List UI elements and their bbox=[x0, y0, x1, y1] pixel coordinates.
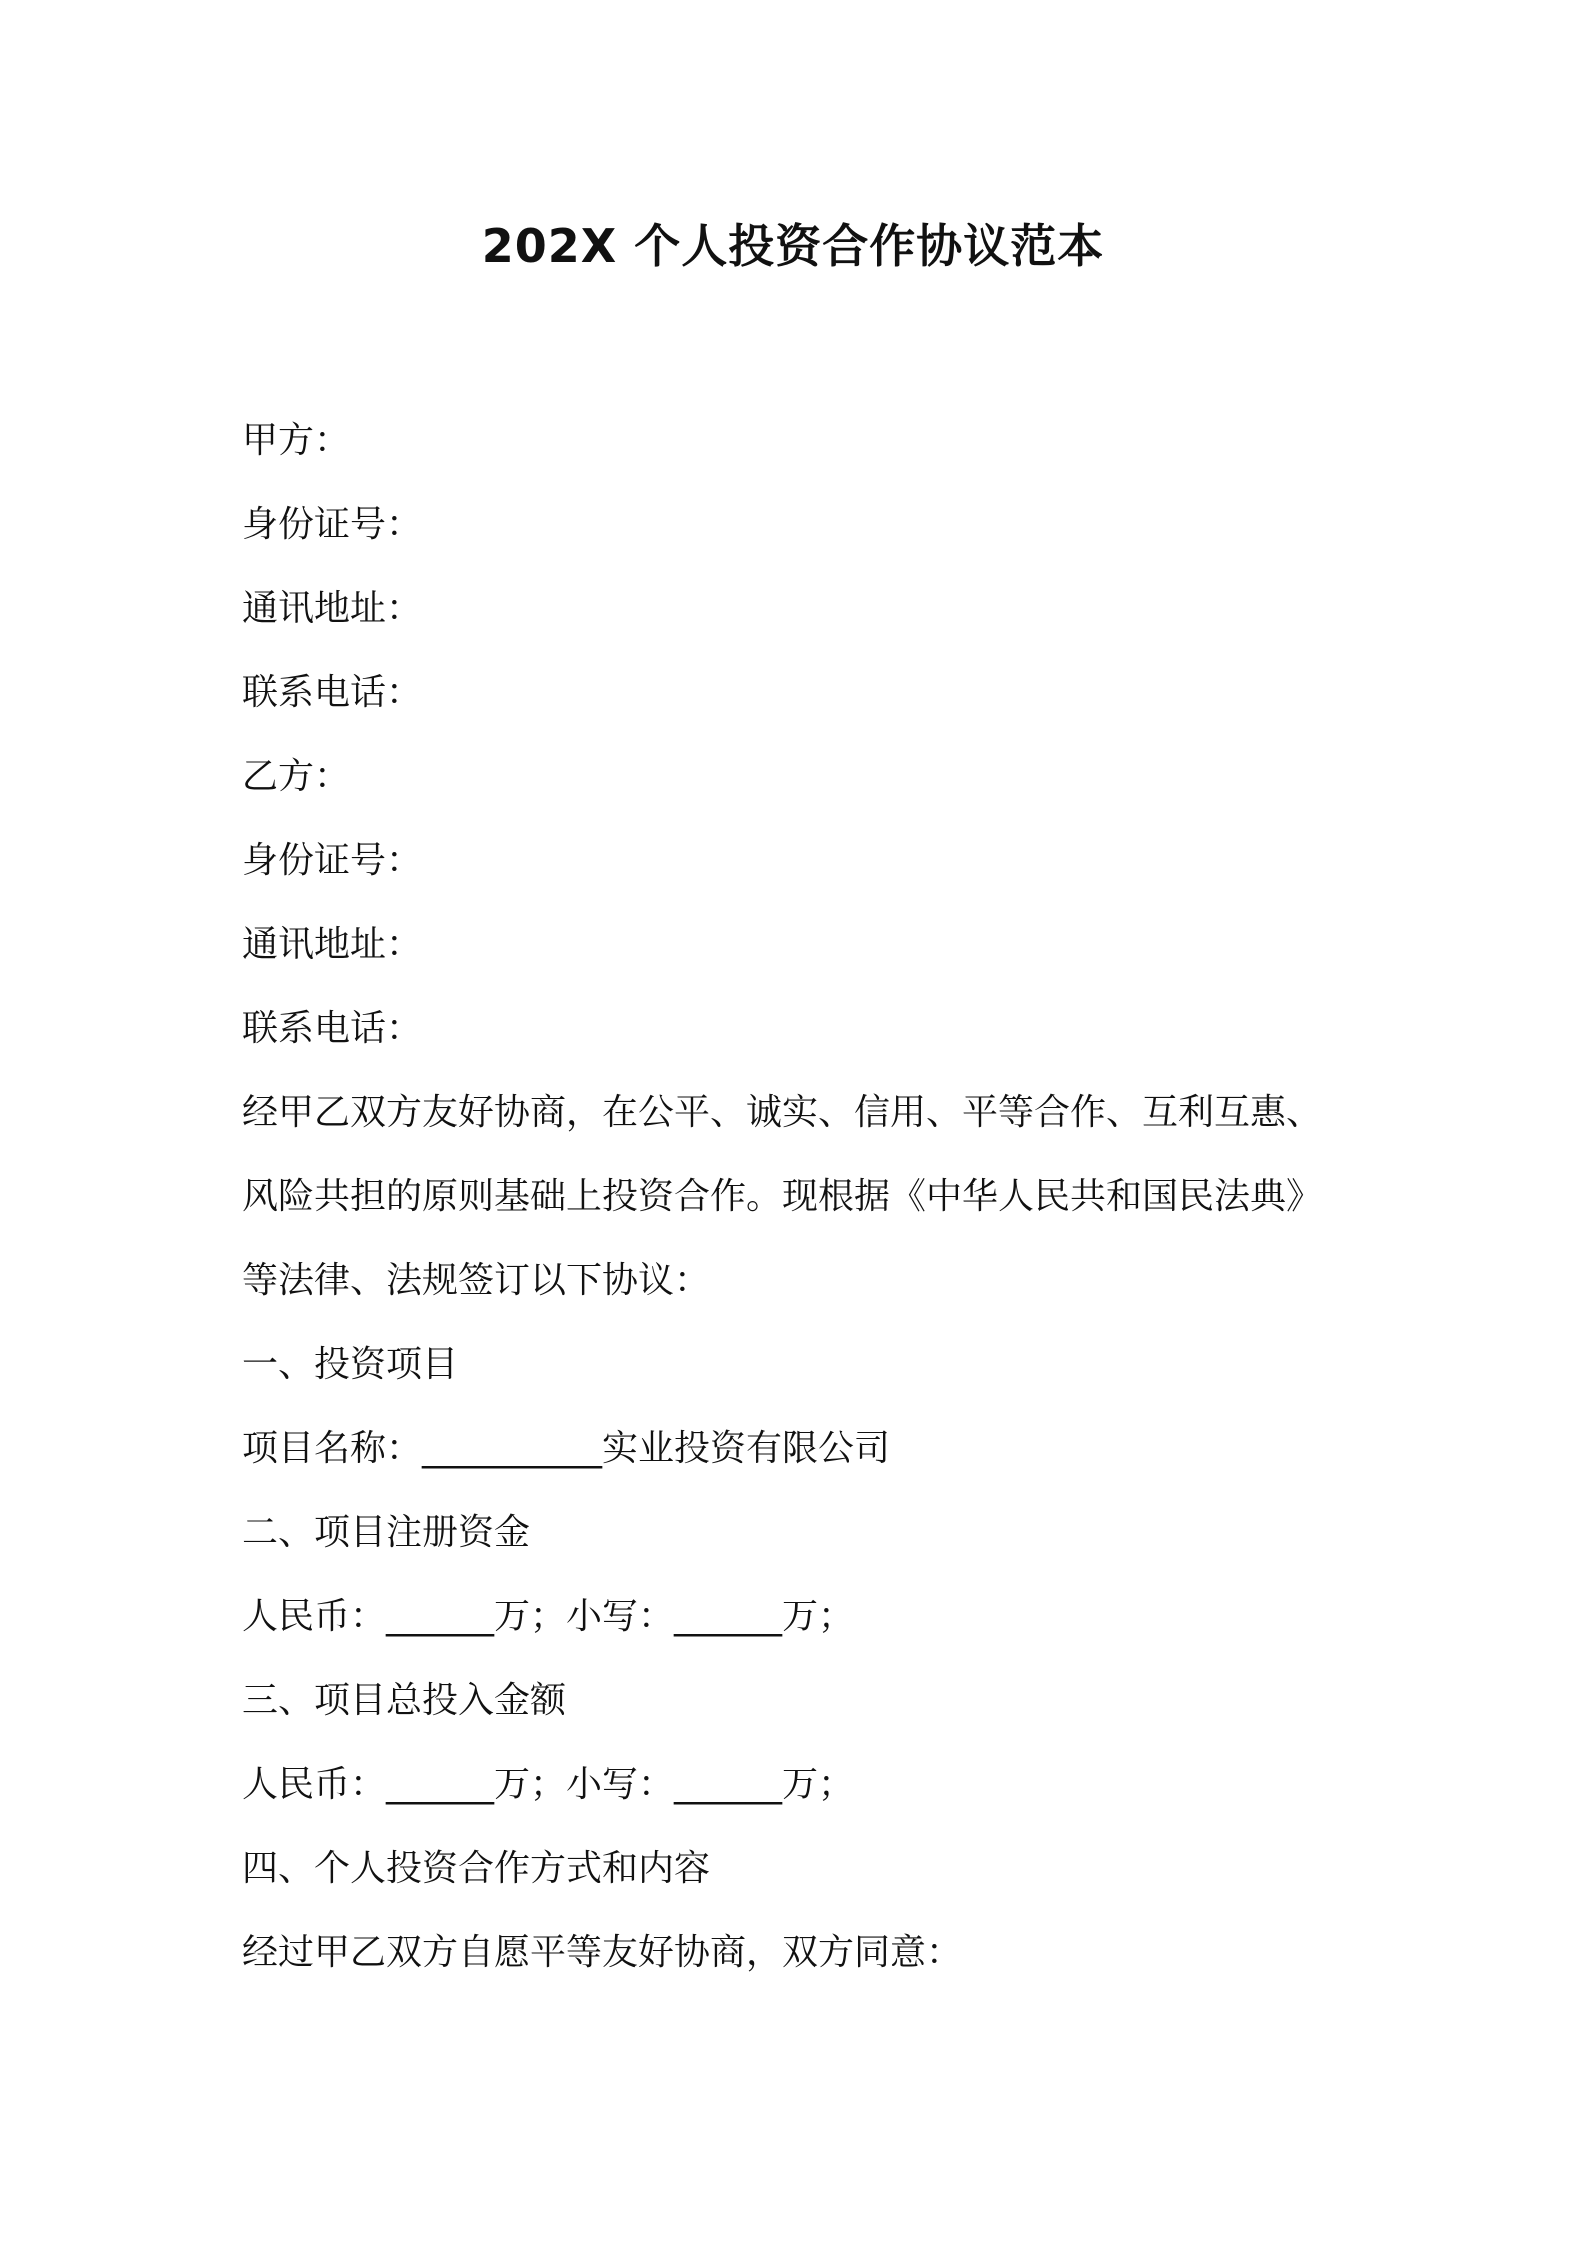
party-b-label: 乙方： bbox=[242, 756, 351, 797]
section-4-intro: 经过甲乙双方自愿平等友好协商，双方同意： bbox=[242, 1932, 963, 1973]
section-4-heading: 四、个人投资合作方式和内容 bbox=[242, 1848, 711, 1889]
party-a-id-label: 身份证号： bbox=[242, 504, 423, 545]
section-1-project-name: 项目名称：__________实业投资有限公司 bbox=[242, 1428, 891, 1469]
preamble-line: 等法律、法规签订以下协议： bbox=[242, 1260, 711, 1301]
section-3-heading: 三、项目总投入金额 bbox=[242, 1680, 567, 1721]
section-2-amount: 人民币：______万；小写：______万； bbox=[242, 1596, 855, 1637]
party-a-label: 甲方： bbox=[242, 420, 351, 461]
preamble-line: 经甲乙双方友好协商，在公平、诚实、信用、平等合作、互利互惠、 bbox=[242, 1092, 1323, 1133]
section-1-heading: 一、投资项目 bbox=[242, 1344, 459, 1385]
party-a-phone-label: 联系电话： bbox=[242, 672, 423, 713]
party-b-phone-label: 联系电话： bbox=[242, 1008, 423, 1049]
party-b-id-label: 身份证号： bbox=[242, 840, 423, 881]
document-title: 202X 个人投资合作协议范本 bbox=[481, 219, 1105, 273]
party-a-address-label: 通讯地址： bbox=[242, 588, 423, 629]
section-3-amount: 人民币：______万；小写：______万； bbox=[242, 1764, 855, 1805]
preamble-line: 风险共担的原则基础上投资合作。现根据《中华人民共和国民法典》 bbox=[242, 1176, 1323, 1217]
party-b-address-label: 通讯地址： bbox=[242, 924, 423, 965]
section-2-heading: 二、项目注册资金 bbox=[242, 1512, 531, 1553]
